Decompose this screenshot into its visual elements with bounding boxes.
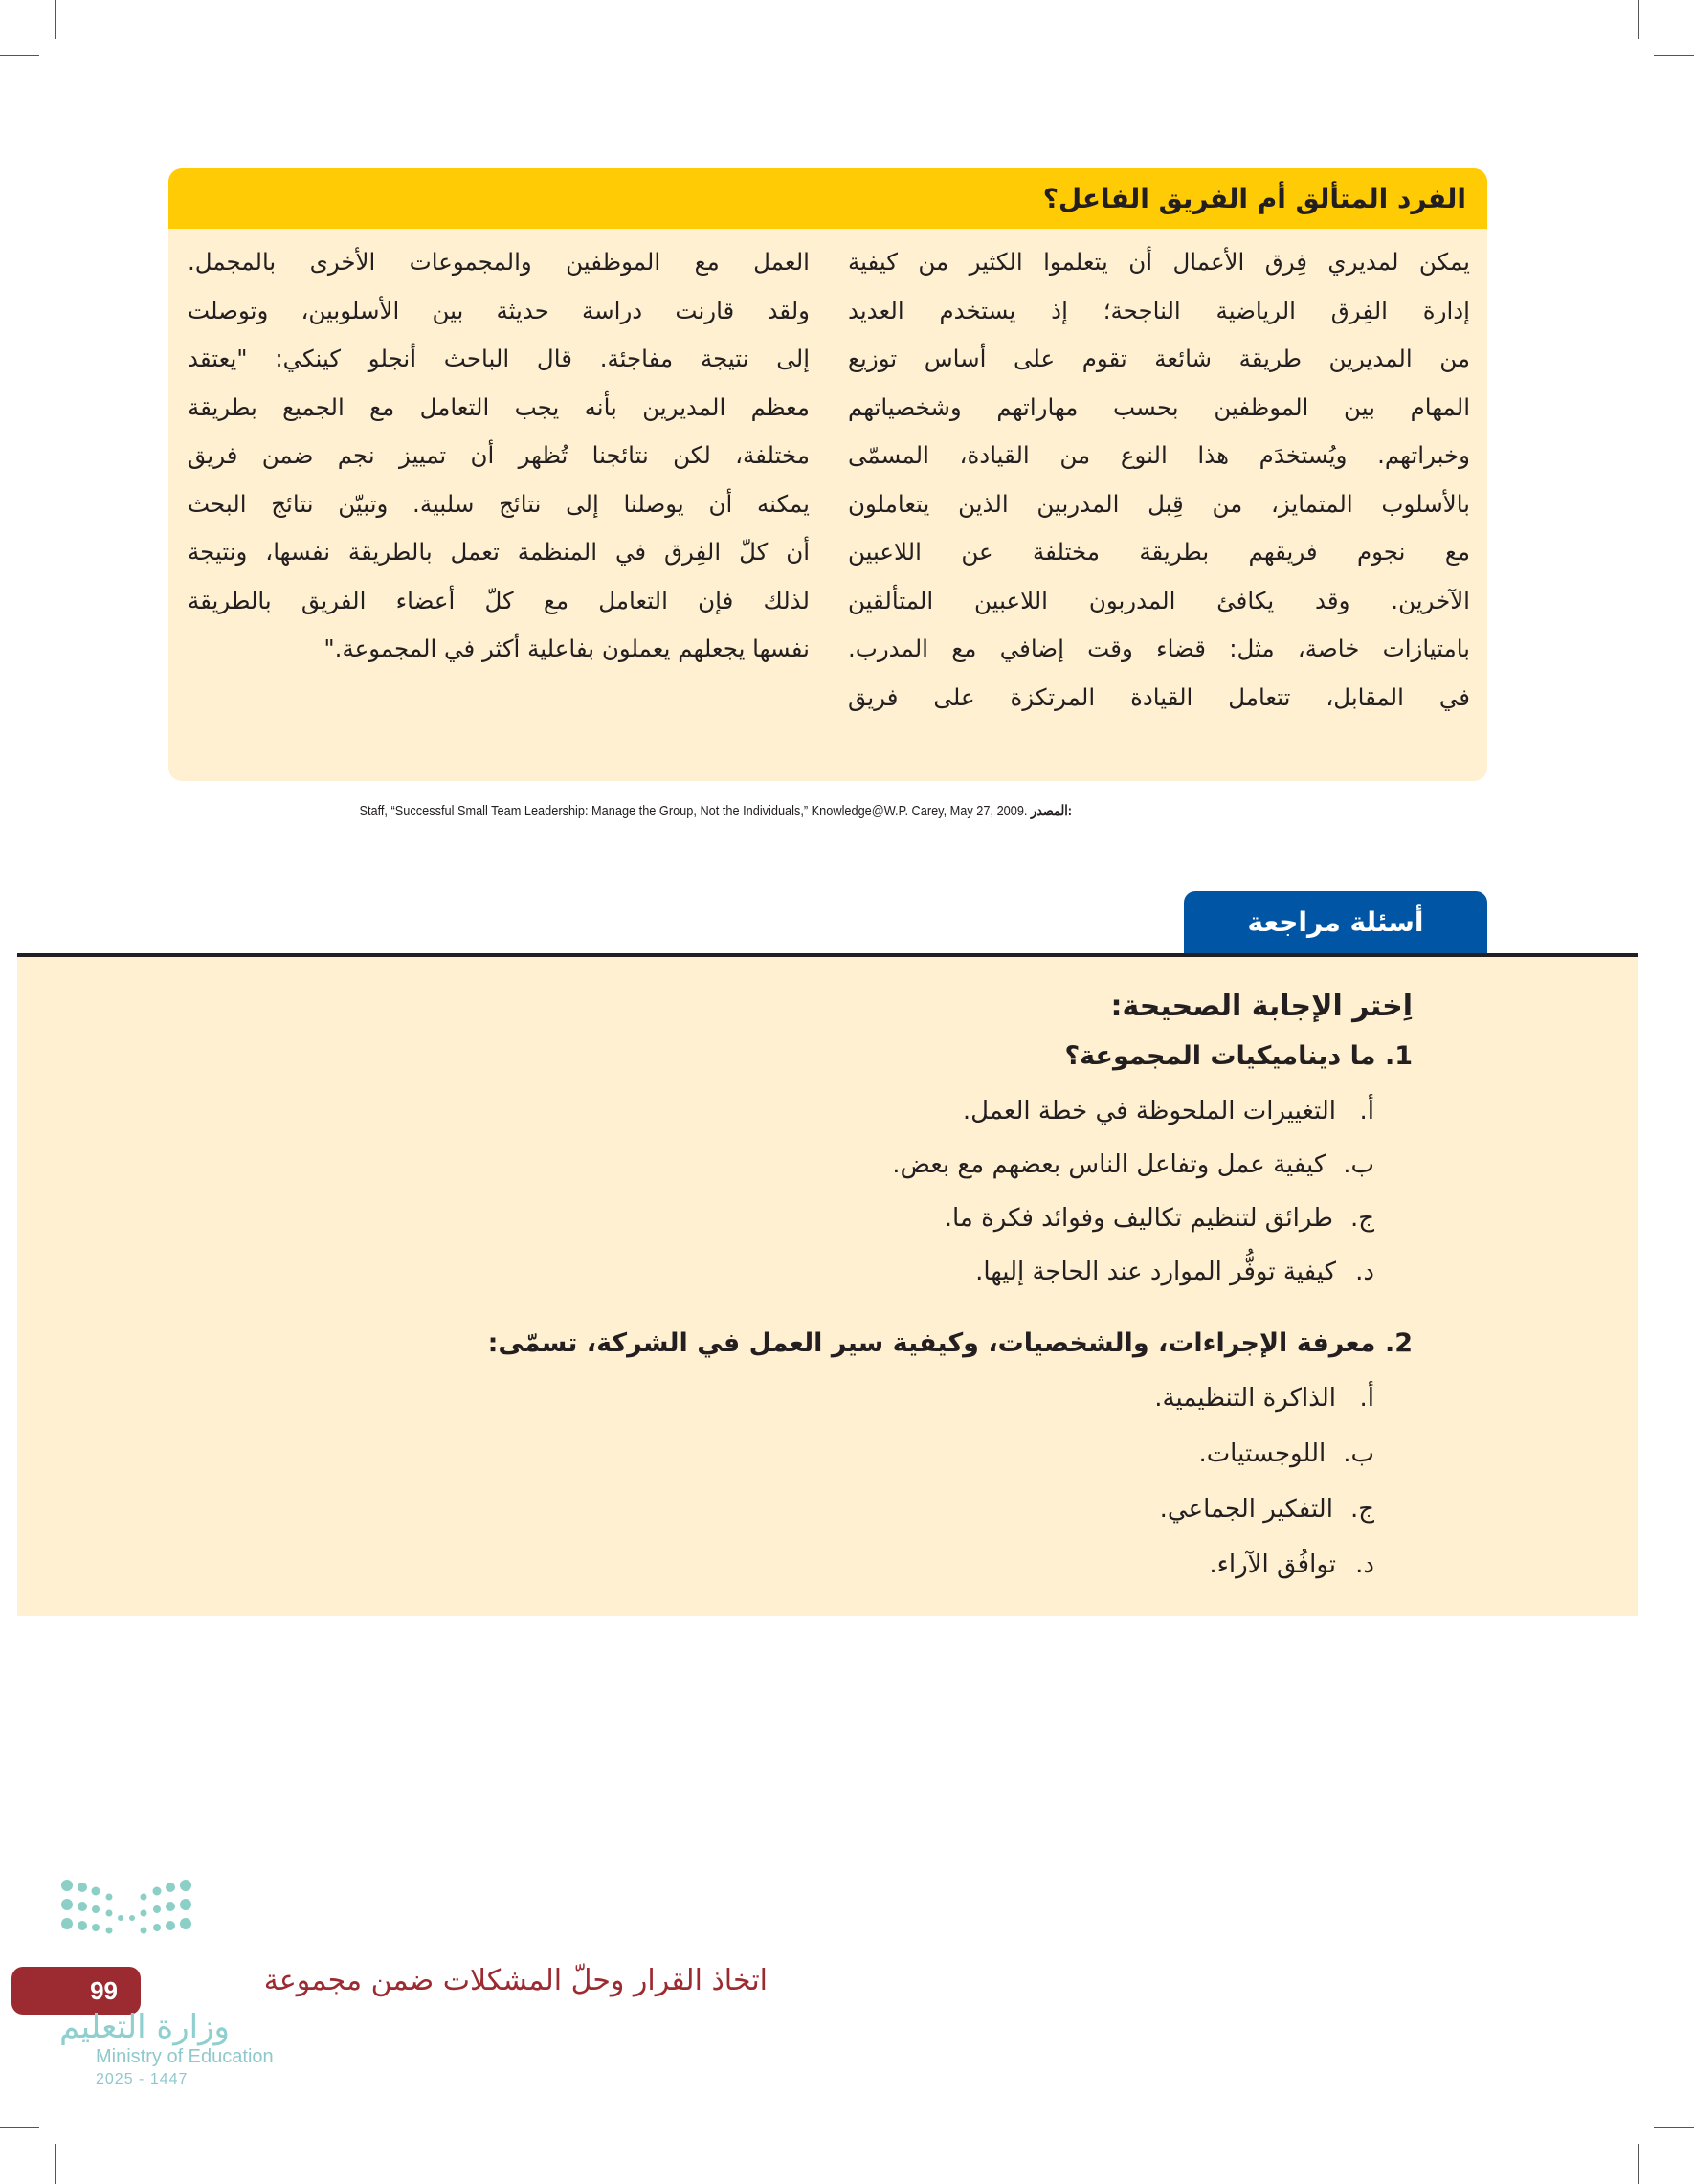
option-letter: ج. [1349, 1204, 1374, 1233]
option-item[interactable] [892, 1150, 1374, 1179]
option-letter: أ. [1359, 1384, 1374, 1413]
option-item[interactable] [1209, 1550, 1374, 1579]
option-item[interactable] [1154, 1384, 1374, 1413]
instruction: اِختر الإجابة الصحيحة: [1110, 990, 1413, 1023]
crop-mark [1654, 55, 1694, 56]
source-citation [291, 802, 1072, 819]
text-line: بالأسلوب المتمايز، من قِبل المدربين الذين يتعاملون [848, 489, 1470, 518]
text-line: يمكن لمديري فِرق الأعمال أن يتعلموا الكثير من كيفية [848, 248, 1470, 276]
crop-mark [55, 2144, 56, 2184]
option-text: التغييرات الملحوظة في خطة العمل. [962, 1097, 1336, 1125]
option-item[interactable] [975, 1258, 1374, 1286]
option-item[interactable] [1160, 1495, 1374, 1524]
option-text: توافُق الآراء. [1209, 1550, 1336, 1579]
crop-mark [0, 2127, 39, 2128]
feature-box-header [168, 168, 1487, 229]
right-column [848, 238, 1470, 771]
text-line: يمكنه أن يوصلنا إلى نتائج سلبية. وتبيّن نتائج البحث [188, 489, 810, 518]
option-text: التفكير الجماعي. [1159, 1495, 1333, 1524]
feature-box-body [188, 238, 1470, 771]
chapter-title: اتخاذ القرار وحلّ المشكلات ضمن مجموعة [263, 1964, 768, 1997]
question-text: معرفة الإجراءات، والشخصيات، وكيفية سير العمل في الشركة، تسمّى: [487, 1328, 1376, 1358]
text-line: ولقد قارنت دراسة حديثة بين الأسلوبين، وتوصلت [188, 296, 810, 324]
option-item[interactable] [1198, 1439, 1374, 1468]
text-line: بامتيازات خاصة، مثل: قضاء وقت إضافي مع المدرب. [848, 635, 1470, 662]
text-line: وخبراتهم. ويُستخدَم هذا النوع من القيادة، المسمّى [848, 441, 1470, 469]
source-text: Staff, “Successful Small Team Leadership: Manage the Group, Not the Individuals,” Knowledge@W.P. Carey, May 27, 2009. [359, 803, 1028, 819]
crop-mark [1654, 2127, 1694, 2128]
feature-box [168, 168, 1487, 781]
text-line: الآخرين. وقد يكافئ المدربون اللاعبين المتألقين [848, 586, 1470, 614]
option-item[interactable] [963, 1097, 1374, 1125]
crop-mark [55, 0, 56, 39]
text-line: إدارة الفِرق الرياضية الناجحة؛ إذ يستخدم العديد [848, 296, 1470, 324]
option-item[interactable] [945, 1204, 1374, 1233]
source-label: المصدر: [1031, 803, 1072, 819]
review-questions-tab [1184, 891, 1487, 953]
option-letter: ب. [1343, 1150, 1374, 1179]
feature-box-title: الفرد المتألق أم الفريق الفاعل؟ [1042, 183, 1466, 214]
crop-mark [0, 55, 39, 56]
question-number: 2. [1384, 1328, 1413, 1358]
option-text: الذاكرة التنظيمية. [1154, 1384, 1336, 1413]
question-text: ما ديناميكيات المجموعة؟ [1064, 1041, 1376, 1071]
option-text: اللوجستيات. [1198, 1439, 1326, 1468]
crop-mark [1638, 2144, 1639, 2184]
text-line: المهام بين الموظفين بحسب مهاراتهم وشخصياتهم [848, 392, 1470, 421]
text-line: إلى نتيجة مفاجئة. قال الباحث أنجلو كينكي: "يعتقد [188, 345, 810, 372]
text-line: نفسها يجعلهم يعملون بفاعلية أكثر في المجموعة." [323, 635, 810, 662]
ministry-name-arabic: وزارة التعليم [59, 2008, 230, 2046]
option-letter: د. [1355, 1550, 1374, 1579]
question-number: 1. [1384, 1041, 1413, 1071]
option-text: كيفية عمل وتفاعل الناس بعضهم مع بعض. [892, 1150, 1326, 1179]
option-letter: ج. [1349, 1495, 1374, 1524]
ministry-logo-dots-icon [59, 1878, 193, 1973]
option-letter: ب. [1343, 1439, 1374, 1468]
text-line: لذلك فإن التعامل مع كلّ أعضاء الفريق بالطريقة [188, 586, 810, 614]
text-line: مختلفة، لكن نتائجنا تُظهر أن تمييز نجم ضمن فريق [188, 441, 810, 469]
review-tab-label: أسئلة مراجعة [1247, 906, 1424, 938]
text-line: أن كلّ الفِرق في المنظمة تعمل بالطريقة نفسها، ونتيجة [188, 538, 810, 566]
text-line: مع نجوم فريقهم بطريقة مختلفة عن اللاعبين [848, 538, 1470, 566]
text-line: معظم المديرين بأنه يجب التعامل مع الجميع بطريقة [188, 392, 810, 421]
crop-mark [1638, 0, 1639, 39]
text-line: من المديرين طريقة شائعة تقوم على أساس توزيع [848, 345, 1470, 372]
option-letter: أ. [1359, 1097, 1374, 1125]
ministry-name-english: Ministry of Education [96, 2046, 274, 2067]
option-text: طرائق لتنظيم تكاليف وفوائد فكرة ما. [944, 1204, 1333, 1233]
question-1 [1065, 1041, 1413, 1071]
page-number: 99 [90, 1975, 118, 2005]
question-2 [488, 1328, 1413, 1358]
text-line: في المقابل، تتعامل القيادة المرتكزة على فريق [848, 682, 1470, 711]
left-column [188, 238, 810, 771]
option-letter: د. [1355, 1258, 1374, 1286]
ministry-year: 2025 - 1447 [96, 2071, 189, 2087]
option-text: كيفية توفُّر الموارد عند الحاجة إليها. [975, 1258, 1336, 1286]
review-questions-panel [17, 953, 1638, 1616]
text-line: العمل مع الموظفين والمجموعات الأخرى بالمجمل. [188, 248, 810, 276]
